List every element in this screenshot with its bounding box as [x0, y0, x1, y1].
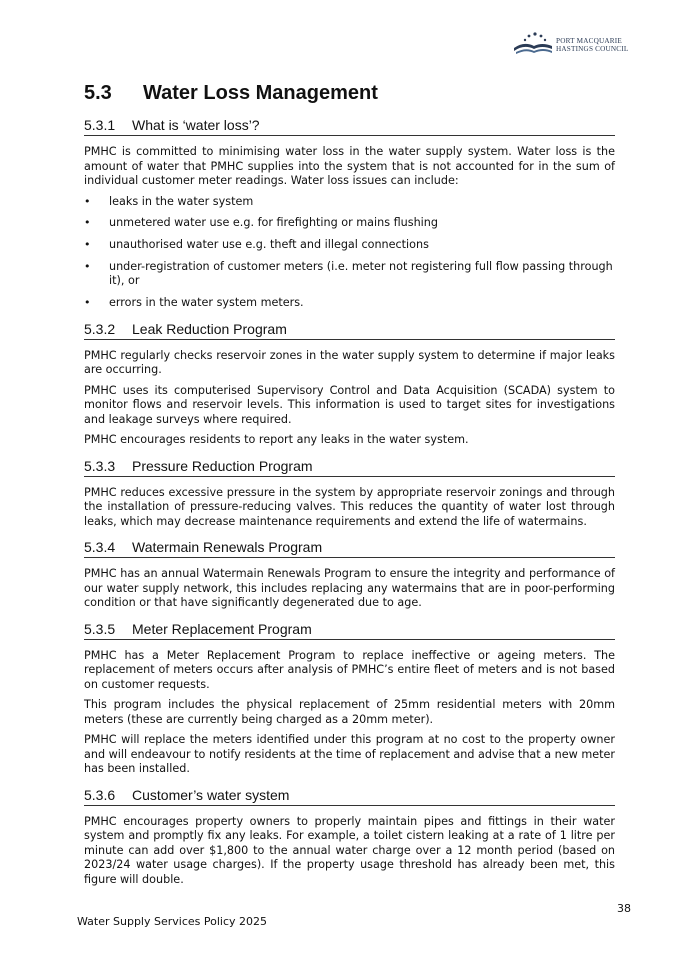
subsection-title: Watermain Renewals Program: [132, 539, 323, 556]
water-loss-list: [84, 195, 615, 311]
subsection-number: 5.3.4: [84, 539, 116, 556]
subsection-heading: [84, 786, 615, 806]
subsection-5-3-5: [84, 620, 615, 777]
list-item: [84, 260, 615, 289]
page-number: 38: [617, 902, 631, 915]
list-item-text: errors in the water system meters.: [109, 296, 304, 310]
paragraph: PMHC encourages property owners to properly maintain pipes and fittings in their water system and promptly fix any leaks. For example, a toilet cistern leaking at a rate of 1 litre per minute can add over $1,800 to the annual water charge over a 12 month period (based on 2023/24 water usage charges). If the property usage threshold has already been met, this figure will double.: [84, 814, 615, 886]
section-title: Water Loss Management: [143, 82, 378, 104]
paragraph: PMHC encourages residents to report any leaks in the water system.: [84, 433, 469, 447]
bullet-icon: •: [84, 259, 91, 273]
subsection-5-3-3: [84, 457, 615, 530]
subsection-5-3-2: [84, 320, 615, 448]
bullet-icon: •: [84, 296, 91, 310]
subsection-number: 5.3.5: [84, 620, 116, 637]
council-logo-icon: [512, 30, 554, 58]
subsection-heading: [84, 538, 615, 558]
section-heading: [84, 80, 615, 106]
section-number: 5.3: [84, 82, 112, 104]
list-item: [84, 296, 615, 311]
council-logo-text: [556, 37, 628, 53]
paragraph: PMHC will replace the meters identified under this program at no cost to the property owner and will endeavour to notify residents at the time of replacement and advise that a new meter has been installed.: [84, 733, 615, 776]
bullet-icon: •: [84, 216, 91, 230]
paragraph: PMHC reduces excessive pressure in the system by appropriate reservoir zonings and through the installation of pressure-reducing valves. This reduces the quantity of water lost through leaks, which may decrease maintenance requirements and extend the life of watermains.: [84, 485, 615, 528]
subsection-title: Customer’s water system: [132, 786, 290, 803]
footer-document-title: Water Supply Services Policy 2025: [77, 915, 268, 928]
paragraph: PMHC has a Meter Replacement Program to replace ineffective or ageing meters. The replacement of meters occurs after analysis of PMHC’s entire fleet of meters and is not based on customer requests.: [84, 648, 615, 691]
subsection-heading: [84, 116, 615, 136]
subsection-title: What is ‘water loss’?: [132, 117, 260, 133]
logo-line-1: PORT MACQUARIE: [556, 37, 622, 45]
subsection-5-3-6: [84, 786, 615, 888]
page-content: [84, 80, 615, 896]
subsection-5-3-4: [84, 538, 615, 611]
subsection-number: 5.3.3: [84, 457, 116, 474]
subsection-heading: [84, 620, 615, 640]
subsection-heading: [84, 320, 615, 340]
subsection-number: 5.3.6: [84, 786, 116, 803]
subsection-heading: [84, 457, 615, 477]
subsection-5-3-1: [84, 116, 615, 311]
subsection-title: Meter Replacement Program: [132, 620, 312, 637]
subsection-title: Leak Reduction Program: [132, 320, 287, 337]
list-item-text: unauthorised water use e.g. theft and illegal connections: [109, 238, 429, 252]
list-item: [84, 195, 615, 210]
list-item-text: under-registration of customer meters (i.e. meter not registering full flow passing through it), or: [109, 259, 613, 288]
subsection-number: 5.3.1: [84, 117, 116, 133]
bullet-icon: •: [84, 194, 91, 208]
paragraph: PMHC has an annual Watermain Renewals Program to ensure the integrity and performance of our water supply network, this includes replacing any watermains that are in poor-performing condition or that have significantly degenerated due to age.: [84, 567, 615, 610]
list-item-text: unmetered water use e.g. for firefighting or mains flushing: [109, 216, 438, 230]
council-logo: [512, 30, 627, 58]
paragraph: PMHC regularly checks reservoir zones in the water supply system to determine if major leaks are occurring.: [84, 348, 615, 377]
paragraph: PMHC is committed to minimising water loss in the water supply system. Water loss is the amount of water that PMHC supplies into the system that is not accounted for in the sum of individual customer meter readings. Water loss issues can include:: [84, 145, 615, 187]
logo-line-2: HASTINGS COUNCIL: [556, 45, 629, 53]
list-item: [84, 238, 615, 253]
list-item-text: leaks in the water system: [109, 194, 254, 208]
subsection-title: Pressure Reduction Program: [132, 457, 313, 474]
bullet-icon: •: [84, 238, 91, 252]
paragraph: PMHC uses its computerised Supervisory Control and Data Acquisition (SCADA) system to monitor flows and reservoir levels. This information is used to target sites for investigations and leakage surveys where required.: [84, 383, 615, 426]
paragraph: This program includes the physical replacement of 25mm residential meters with 20mm meters (these are currently being charged as a 20mm meter).: [84, 698, 615, 726]
list-item: [84, 216, 615, 231]
subsection-number: 5.3.2: [84, 320, 116, 337]
